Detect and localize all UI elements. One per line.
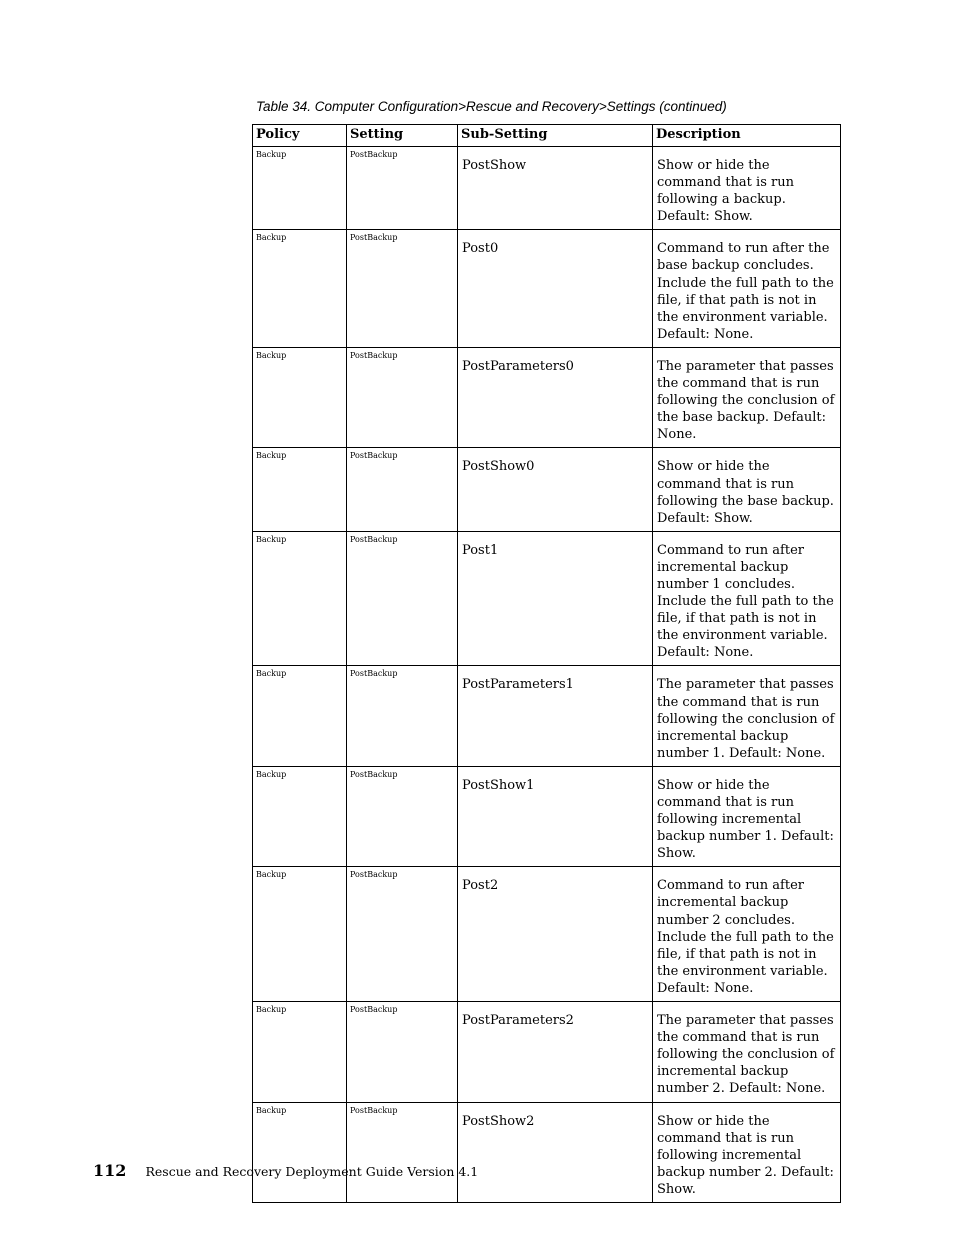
description-cell: Command to run after incremental backup number 1 concludes. Include the full path to the file, if that path is not in the environment variable. Default: None. [653,531,841,666]
policy-cell: Backup [253,230,347,348]
setting-cell: PostBackup [347,1002,458,1102]
policy-cell: Backup [253,448,347,531]
settings-table [252,124,841,1203]
sub-setting-cell: Post2 [458,867,653,1002]
sub-setting-cell: PostShow0 [458,448,653,531]
description-cell: Show or hide the command that is run following incremental backup number 2. Default: Show. [653,1102,841,1202]
table-row [253,666,841,766]
table-caption: Table 34. Computer Configuration>Rescue and Recovery>Settings (continued) [256,99,727,114]
policy-cell: Backup [253,666,347,766]
policy-cell: Backup [253,766,347,866]
table-row [253,766,841,866]
sub-setting-cell: Post1 [458,531,653,666]
policy-cell: Backup [253,347,347,447]
setting-cell: PostBackup [347,867,458,1002]
table-row [253,147,841,230]
page-footer [93,1161,478,1180]
sub-setting-cell: PostParameters1 [458,666,653,766]
table-row [253,867,841,1002]
sub-setting-cell: Post0 [458,230,653,348]
setting-cell: PostBackup [347,347,458,447]
sub-setting-cell: PostShow1 [458,766,653,866]
sub-setting-cell: PostParameters2 [458,1002,653,1102]
policy-cell: Backup [253,147,347,230]
description-cell: The parameter that passes the command that is run following the conclusion of incremental backup number 2. Default: None. [653,1002,841,1102]
policy-cell: Backup [253,867,347,1002]
header-sub-setting: Sub-Setting [458,125,653,147]
setting-cell: PostBackup [347,230,458,348]
document-title: Rescue and Recovery Deployment Guide Version 4.1 [145,1164,479,1179]
header-description: Description [653,125,841,147]
description-cell: The parameter that passes the command that is run following the conclusion of incremental backup number 1. Default: None. [653,666,841,766]
table-row [253,347,841,447]
table-row [253,531,841,666]
setting-cell: PostBackup [347,766,458,866]
table-header-row [253,125,841,147]
table-row [253,230,841,348]
description-cell: Show or hide the command that is run following a backup. Default: Show. [653,147,841,230]
table-row [253,1102,841,1202]
policy-cell: Backup [253,531,347,666]
description-cell: Show or hide the command that is run following the base backup. Default: Show. [653,448,841,531]
policy-cell: Backup [253,1102,347,1202]
table-row [253,1002,841,1102]
description-cell: Command to run after incremental backup number 2 concludes. Include the full path to the file, if that path is not in the environment variable. Default: None. [653,867,841,1002]
setting-cell: PostBackup [347,448,458,531]
sub-setting-cell: PostShow2 [458,1102,653,1202]
setting-cell: PostBackup [347,1102,458,1202]
header-policy: Policy [253,125,347,147]
description-cell: Command to run after the base backup concludes. Include the full path to the file, if that path is not in the environment variable. Default: None. [653,230,841,348]
sub-setting-cell: PostShow [458,147,653,230]
setting-cell: PostBackup [347,531,458,666]
policy-cell: Backup [253,1002,347,1102]
setting-cell: PostBackup [347,666,458,766]
description-cell: Show or hide the command that is run following incremental backup number 1. Default: Show. [653,766,841,866]
header-setting: Setting [347,125,458,147]
sub-setting-cell: PostParameters0 [458,347,653,447]
table-row [253,448,841,531]
setting-cell: PostBackup [347,147,458,230]
description-cell: The parameter that passes the command that is run following the conclusion of the base backup. Default: None. [653,347,841,447]
page-number: 112 [93,1161,127,1180]
